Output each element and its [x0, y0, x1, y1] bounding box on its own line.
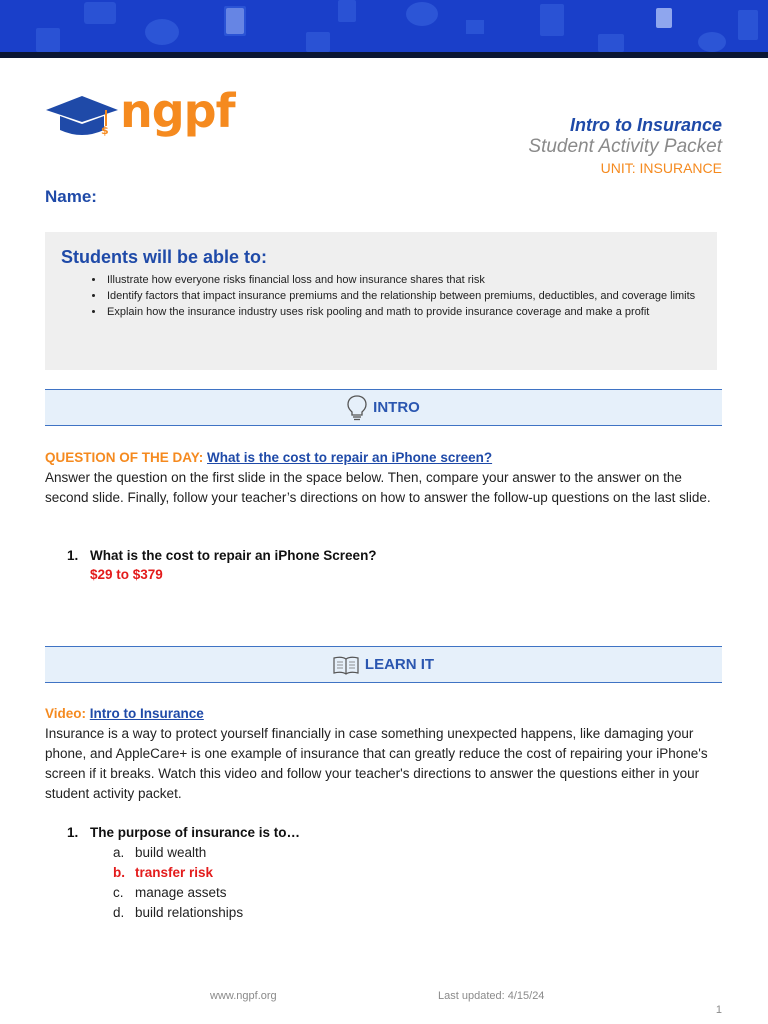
section-label-learn-it: LEARN IT [364, 656, 435, 673]
svg-text:$: $ [101, 124, 109, 137]
choice-text: build relationships [135, 905, 244, 920]
document-title: Intro to Insurance [569, 115, 722, 135]
intro-question [67, 546, 377, 566]
header-banner [0, 0, 768, 52]
section-bar-learn-it [45, 646, 722, 683]
choice-letter: c. [113, 885, 124, 900]
footer-website: www.ngpf.org [210, 990, 277, 1002]
objectives-list [61, 272, 701, 320]
page-number: 1 [715, 1004, 722, 1016]
section-label-intro: INTRO [373, 399, 420, 416]
objectives-box [45, 232, 717, 370]
book-icon [333, 655, 359, 675]
question-of-the-day [45, 448, 725, 468]
question-number: 1. [67, 825, 79, 840]
lightbulb-icon [347, 395, 367, 421]
video-label: Video: [45, 706, 87, 721]
choice-text: manage assets [135, 885, 227, 900]
learn-question [67, 823, 300, 843]
qotd-label: QUESTION OF THE DAY: [45, 450, 204, 465]
unit-label: UNIT: INSURANCE [600, 160, 722, 176]
title-block [528, 114, 722, 178]
objectives-heading: Students will be able to: [61, 247, 268, 267]
question-text: The purpose of insurance is to… [90, 825, 301, 840]
question-number: 1. [67, 548, 79, 563]
qotd-link[interactable]: What is the cost to repair an iPhone screen? [207, 450, 493, 465]
video-line [45, 704, 204, 724]
objective-item: • Explain how the insurance industry uses risk pooling and math to provide insurance coverage and make a profit [105, 304, 701, 320]
name-label: Name: [45, 187, 97, 206]
learn-paragraph: Insurance is a way to protect yourself financially in case something unexpected happens, like damaging your phone, and AppleCare+ is one example of insurance that can greatly reduce the cost of repairing your iPhone's screen if it breaks. Watch this video and follow your teacher's directions to answer the questions either in your student activity packet. [45, 726, 708, 801]
banner-pattern [0, 0, 768, 52]
objective-item: • Identify factors that impact insurance premiums and the relationship between premiums, deductibles, and coverage limits [105, 288, 701, 304]
choice-b-correct [113, 863, 213, 883]
logo-wordmark: ngpf [120, 84, 235, 138]
choice-c [113, 883, 227, 903]
choice-letter: b. [113, 865, 125, 880]
footer-updated: Last updated: 4/15/24 [438, 990, 545, 1002]
choice-letter: a. [113, 845, 125, 860]
choice-letter: d. [113, 905, 125, 920]
choice-d [113, 903, 243, 923]
question-text: What is the cost to repair an iPhone Screen? [90, 548, 377, 563]
choice-text: transfer risk [135, 865, 214, 880]
document-subtitle: Student Activity Packet [528, 136, 722, 157]
intro-answer: $29 to $379 [90, 567, 163, 582]
choice-a [113, 843, 206, 863]
intro-instructions: Answer the question on the first slide in the space below. Then, compare your answer to the answer on the second slide. Finally, follow your teacher’s directions on how to answer the follow-up questions on the last slide. [45, 470, 711, 505]
video-link[interactable]: Intro to Insurance [89, 706, 204, 721]
banner-divider [0, 52, 768, 58]
section-bar-intro [45, 389, 722, 426]
objective-item: • Illustrate how everyone risks financial loss and how insurance shares that risk [105, 272, 701, 288]
choice-text: build wealth [135, 845, 207, 860]
